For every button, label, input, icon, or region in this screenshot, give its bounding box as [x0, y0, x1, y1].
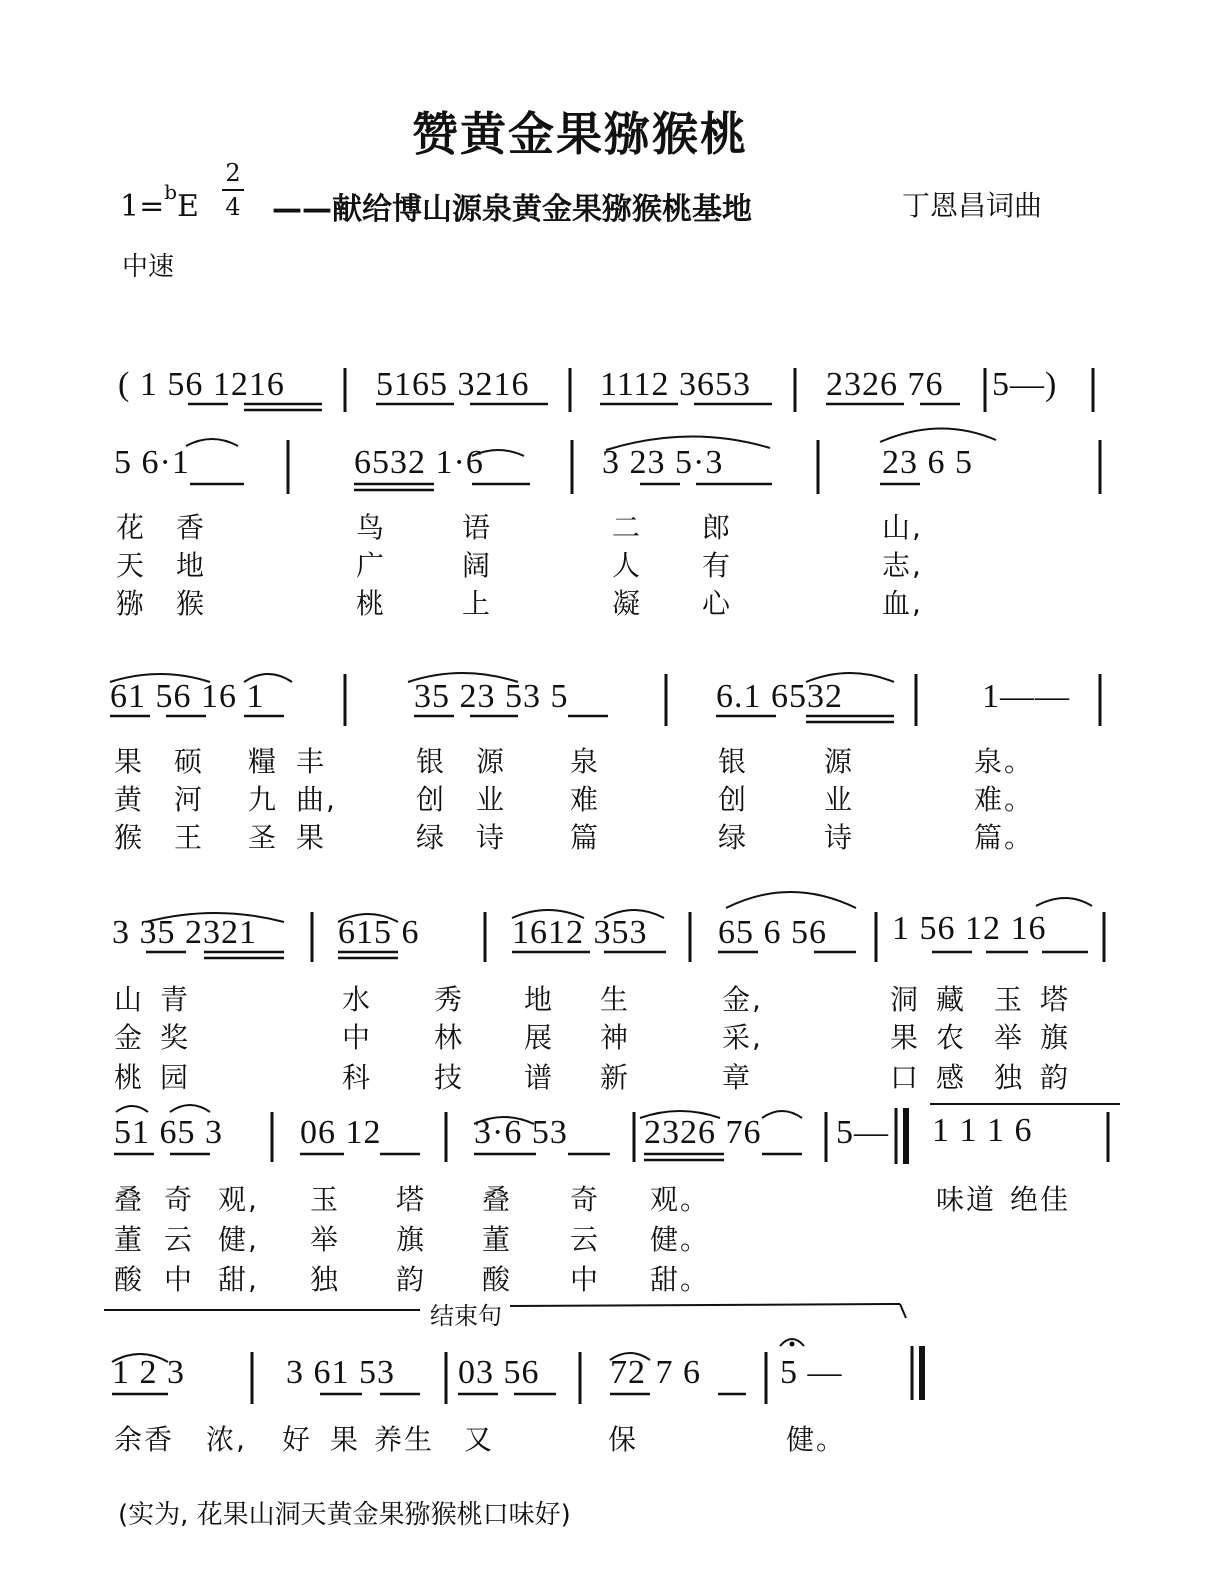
lyric-char: 难: [570, 783, 601, 816]
lyric-char: 绿: [416, 821, 447, 854]
lyric-char: 桃: [114, 1061, 145, 1094]
key-prefix: 1=: [120, 189, 165, 224]
lyric-char: 口: [890, 1061, 921, 1094]
measure-notes: ( 1 56 1216: [118, 366, 285, 403]
lyric-char: 有: [702, 549, 733, 582]
lyric-char: 董: [114, 1223, 145, 1256]
lyric-char: 志,: [882, 549, 923, 582]
lyric-char: 独: [994, 1061, 1025, 1094]
lyric-char: 韵: [396, 1263, 427, 1296]
lyric-char: 甜。: [650, 1263, 711, 1296]
lyric-char: 果: [296, 821, 327, 854]
lyric-char: 洞: [890, 983, 921, 1016]
measure-notes: 5 —: [780, 1354, 843, 1391]
lyric-char: 健。: [650, 1223, 711, 1256]
measure-notes: 3 23 5·3: [602, 444, 724, 481]
lyric-char: 奖: [160, 1021, 191, 1054]
lyric-char: 叠: [114, 1183, 145, 1216]
lyric-char: 云: [164, 1223, 195, 1256]
lyric-char: 桃: [356, 587, 387, 620]
lyric-char: 旗: [1040, 1021, 1071, 1054]
lyric-char: 创: [718, 783, 749, 816]
lyric-char: 中: [164, 1263, 195, 1296]
lyric-char: 凝: [612, 587, 643, 620]
lyric-char: 丰: [296, 745, 327, 778]
measure-notes: 1——: [982, 678, 1070, 715]
lyric-char: 青: [160, 983, 191, 1016]
lyric-char: 甜,: [218, 1263, 259, 1296]
lyric-char: 林: [434, 1021, 465, 1054]
lyric-char: 绝佳: [1010, 1183, 1071, 1216]
dedication-subtitle: ——献给博山源泉黄金果猕猴桃基地: [272, 192, 752, 227]
lyric-char: 展: [524, 1021, 555, 1054]
measure-notes: 2326 76: [826, 366, 944, 403]
lyric-char: 创: [416, 783, 447, 816]
song-title: 赞黄金果猕猴桃: [412, 107, 748, 161]
lyric-char: 生: [600, 983, 631, 1016]
lyric-char: 酸: [114, 1263, 145, 1296]
lyric-char: 心: [702, 587, 733, 620]
lyric-char: 旗: [396, 1223, 427, 1256]
measure-notes: 51 65 3: [114, 1114, 223, 1151]
ending-label: 结束句: [424, 1296, 508, 1331]
lyric-char: 果: [890, 1021, 921, 1054]
lyric-char: 好: [282, 1423, 313, 1456]
measure-notes: 1 56 12 16: [892, 910, 1047, 947]
lyric-char: 秀: [434, 983, 465, 1016]
lyric-char: 酸: [482, 1263, 513, 1296]
lyric-char: 业: [824, 783, 855, 816]
measure-notes: 5165 3216: [376, 366, 530, 403]
lyric-char: 业: [476, 783, 507, 816]
lyric-char: 天: [116, 549, 147, 582]
measure-notes: 5 6·1: [114, 444, 190, 481]
lyric-char: 源: [476, 745, 507, 778]
lyric-char: 又: [464, 1423, 495, 1456]
measure-notes: 61 56 16 1: [110, 678, 265, 715]
lyric-char: 玉: [310, 1183, 341, 1216]
measure-notes: 3 35 2321: [112, 914, 257, 951]
lyric-char: 云: [570, 1223, 601, 1256]
lyric-char: 浓,: [206, 1423, 247, 1456]
lyric-char: 塔: [396, 1183, 427, 1216]
measure-notes: 03 56: [458, 1354, 540, 1391]
measure-notes: 3·6 53: [474, 1114, 568, 1151]
lyric-char: 举: [310, 1223, 341, 1256]
lyric-char: 采,: [722, 1021, 763, 1054]
meter-top: 2: [225, 159, 241, 187]
lyric-char: 上: [462, 587, 493, 620]
lyric-char: 绿: [718, 821, 749, 854]
lyric-char: 董: [482, 1223, 513, 1256]
measure-notes: 6.1 6532: [716, 678, 843, 715]
lyric-char: 保: [608, 1423, 639, 1456]
lyric-char: 郎: [702, 511, 733, 544]
lyric-char: 余香: [114, 1423, 175, 1456]
lyric-char: 九: [248, 783, 279, 816]
lyric-char: 诗: [824, 821, 855, 854]
meter-bottom: 4: [225, 193, 241, 221]
lyric-char: 源: [824, 745, 855, 778]
lyric-char: 黄: [114, 783, 145, 816]
lyric-char: 水: [342, 983, 373, 1016]
lyric-char: 科: [342, 1061, 373, 1094]
lyric-char: 硕: [174, 745, 205, 778]
measure-notes: 23 6 5: [882, 444, 973, 481]
lyric-char: 藏: [936, 983, 967, 1016]
lyric-char: 农: [936, 1021, 967, 1054]
lyric-char: 花: [116, 511, 147, 544]
lyric-char: 猴: [114, 821, 145, 854]
key-flat: b: [164, 180, 178, 204]
lyric-char: 诗: [476, 821, 507, 854]
lyric-char: 猕: [116, 587, 147, 620]
lyric-char: 王: [174, 821, 205, 854]
lyric-char: 金,: [722, 983, 763, 1016]
lyric-char: 银: [718, 745, 749, 778]
measure-notes: 3 61 53: [286, 1354, 395, 1391]
lyric-char: 河: [174, 783, 205, 816]
lyric-char: 韵: [1040, 1061, 1071, 1094]
lyric-char: 地: [176, 549, 207, 582]
lyric-char: 味道: [936, 1183, 997, 1216]
lyric-char: 观,: [218, 1183, 259, 1216]
lyric-char: 二: [612, 511, 643, 544]
lyric-char: 健,: [218, 1223, 259, 1256]
lyric-char: 章: [722, 1061, 753, 1094]
key-note: E: [177, 189, 199, 224]
measure-notes: 35 23 53 5: [414, 678, 569, 715]
measure-notes: 65 6 56: [718, 914, 827, 951]
lyric-char: 中: [342, 1021, 373, 1054]
measure-notes: 72 7 6: [610, 1354, 701, 1391]
lyric-char: 难。: [974, 783, 1035, 816]
lyric-char: 独: [310, 1263, 341, 1296]
measure-notes: 6532 1·6: [354, 444, 484, 481]
lyric-char: 健。: [786, 1423, 847, 1456]
lyric-char: 泉。: [974, 745, 1035, 778]
lyric-char: 奇: [164, 1183, 195, 1216]
lyric-char: 语: [462, 511, 493, 544]
lyric-char: 中: [570, 1263, 601, 1296]
lyric-char: 感: [936, 1061, 967, 1094]
lyric-char: 泉: [570, 745, 601, 778]
lyric-char: 神: [600, 1021, 631, 1054]
measure-notes: 1612 353: [512, 914, 648, 951]
lyric-char: 观。: [650, 1183, 711, 1216]
lyric-char: 山,: [882, 511, 923, 544]
lyric-char: 糧: [248, 745, 279, 778]
measure-notes: 2326 76: [644, 1114, 762, 1151]
lyric-char: 篇: [570, 821, 601, 854]
lyric-char: 新: [600, 1061, 631, 1094]
measure-notes: 1112 3653: [600, 366, 751, 403]
lyric-char: 鸟: [356, 511, 387, 544]
measure-notes: 1 2 3: [112, 1354, 185, 1391]
lyric-char: 果: [330, 1423, 361, 1456]
lyric-char: 园: [160, 1061, 191, 1094]
lyric-char: 篇。: [974, 821, 1035, 854]
lyric-char: 举: [994, 1021, 1025, 1054]
lyric-char: 山: [114, 983, 145, 1016]
lyric-char: 阔: [462, 549, 493, 582]
author-credit: 丁恩昌词曲: [902, 189, 1043, 222]
lyric-char: 叠: [482, 1183, 513, 1216]
lyric-char: 果: [114, 745, 145, 778]
measure-notes: 5—): [992, 366, 1058, 403]
lyric-char: 曲,: [296, 783, 337, 816]
footnote: (实为, 花果山洞天黄金果猕猴桃口味好): [118, 1500, 571, 1530]
lyric-char: 技: [434, 1061, 465, 1094]
lyric-char: 人: [612, 549, 643, 582]
lyric-char: 圣: [248, 821, 279, 854]
lyric-char: 地: [524, 983, 555, 1016]
lyric-char: 广: [356, 549, 387, 582]
lyric-char: 谱: [524, 1061, 555, 1094]
tempo-marking: 中速: [122, 252, 175, 282]
measure-notes: 615 6: [338, 914, 420, 951]
lyric-char: 银: [416, 745, 447, 778]
lyric-char: 香: [176, 511, 207, 544]
lyric-char: 血,: [882, 587, 923, 620]
measure-notes: 06 12: [300, 1114, 382, 1151]
lyric-char: 玉: [994, 983, 1025, 1016]
lyric-char: 猴: [176, 587, 207, 620]
measure-notes: 1 1 1 6: [932, 1112, 1033, 1149]
measure-notes: 5—: [836, 1114, 889, 1151]
lyric-char: 塔: [1040, 983, 1071, 1016]
lyric-char: 养生: [374, 1423, 435, 1456]
lyric-char: 金: [114, 1021, 145, 1054]
lyric-char: 奇: [570, 1183, 601, 1216]
